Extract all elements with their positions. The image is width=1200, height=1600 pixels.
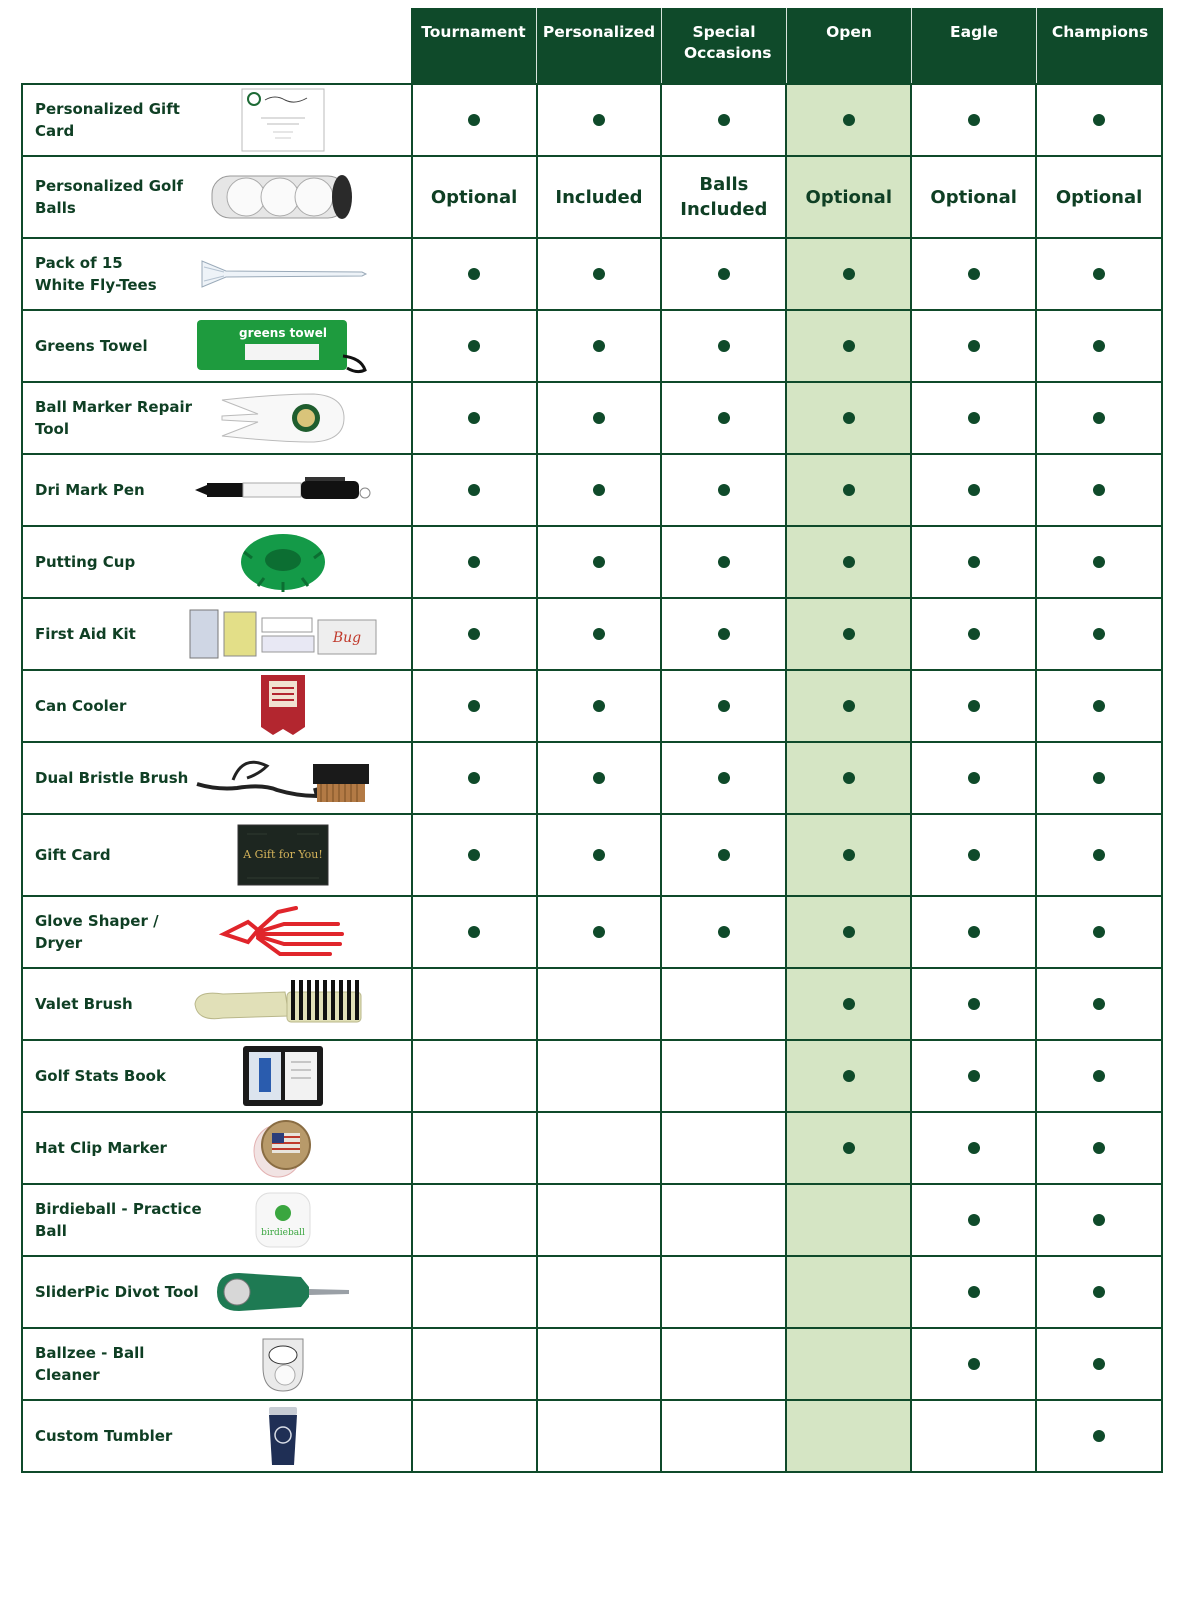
value-cell-eagle <box>912 239 1037 309</box>
value-cell-eagle <box>912 1257 1037 1327</box>
value-cell-personalized <box>538 383 663 453</box>
value-cell-eagle <box>912 383 1037 453</box>
included-dot <box>1093 484 1105 496</box>
value-cell-eagle <box>912 815 1037 895</box>
item-label: Hat Clip Marker <box>35 1139 167 1157</box>
item-cell <box>23 311 413 381</box>
included-dot <box>968 1214 980 1226</box>
value-cell-champions <box>1037 599 1163 669</box>
value-cell-personalized <box>538 1041 663 1111</box>
included-dot <box>1093 556 1105 568</box>
item-label: Can Cooler <box>35 697 127 715</box>
included-dot <box>468 340 480 352</box>
value-text: Optional <box>805 186 892 208</box>
included-dot <box>968 1358 980 1370</box>
value-cell-eagle <box>912 85 1037 155</box>
item-cell <box>23 1113 413 1183</box>
golf-tee-icon <box>163 243 403 305</box>
value-cell-eagle <box>912 455 1037 525</box>
included-dot <box>593 556 605 568</box>
included-dot <box>718 268 730 280</box>
value-text: Balls Included <box>680 174 768 220</box>
pen-icon <box>163 459 403 521</box>
table-row <box>23 599 1163 671</box>
value-cell-tournament <box>413 1041 538 1111</box>
included-dot <box>1093 1286 1105 1298</box>
value-cell-special-occasions <box>662 599 787 669</box>
comparison-table <box>21 83 1163 1473</box>
value-cell-champions <box>1037 1185 1163 1255</box>
value-cell-personalized <box>538 815 663 895</box>
included-dot <box>968 849 980 861</box>
included-dot <box>968 1142 980 1154</box>
table-row <box>23 311 1163 383</box>
included-dot <box>718 772 730 784</box>
value-cell-tournament <box>413 1329 538 1399</box>
column-header-tournament: Tournament <box>421 23 526 41</box>
item-cell <box>23 1329 413 1399</box>
item-cell <box>23 1257 413 1327</box>
value-cell-eagle <box>912 1401 1037 1471</box>
value-cell-champions <box>1037 455 1163 525</box>
stats-book-icon <box>163 1045 403 1107</box>
table-row <box>23 527 1163 599</box>
value-cell-champions <box>1037 383 1163 453</box>
item-cell <box>23 85 413 155</box>
value-cell-special-occasions <box>662 671 787 741</box>
value-cell-champions <box>1037 897 1163 967</box>
value-cell-open <box>787 311 912 381</box>
value-cell-tournament <box>413 527 538 597</box>
included-dot <box>468 484 480 496</box>
included-dot <box>468 556 480 568</box>
item-label: Gift Card <box>35 846 111 864</box>
included-dot <box>843 340 855 352</box>
value-cell-special-occasions <box>662 527 787 597</box>
value-cell-personalized <box>538 239 663 309</box>
included-dot <box>1093 998 1105 1010</box>
item-label: Putting Cup <box>35 553 136 571</box>
can-cooler-icon <box>163 675 403 737</box>
item-cell <box>23 743 413 813</box>
value-cell-champions <box>1037 1041 1163 1111</box>
table-row <box>23 383 1163 455</box>
included-dot <box>968 340 980 352</box>
included-dot <box>1093 628 1105 640</box>
included-dot <box>468 700 480 712</box>
included-dot <box>468 772 480 784</box>
hat-clip-marker-icon <box>163 1117 403 1179</box>
table-row <box>23 157 1163 239</box>
value-cell-personalized <box>538 1185 663 1255</box>
value-cell-open <box>787 1329 912 1399</box>
value-cell-champions <box>1037 157 1163 237</box>
value-cell-personalized <box>538 1329 663 1399</box>
first-aid-kit-icon <box>163 603 403 665</box>
item-label: Personalized Gift Card <box>35 100 180 140</box>
included-dot <box>593 340 605 352</box>
included-dot <box>593 484 605 496</box>
included-dot <box>718 700 730 712</box>
included-dot <box>1093 268 1105 280</box>
value-cell-open <box>787 455 912 525</box>
item-label: SliderPic Divot Tool <box>35 1283 199 1301</box>
value-cell-open <box>787 85 912 155</box>
value-cell-special-occasions <box>662 239 787 309</box>
value-cell-special-occasions <box>662 969 787 1039</box>
value-cell-open <box>787 671 912 741</box>
item-cell <box>23 239 413 309</box>
value-cell-champions <box>1037 1257 1163 1327</box>
item-label: Greens Towel <box>35 337 148 355</box>
tumbler-icon <box>163 1405 403 1467</box>
table-row <box>23 815 1163 897</box>
column-header-open: Open <box>786 8 911 83</box>
value-cell-champions <box>1037 239 1163 309</box>
item-label: Ballzee - Ball Cleaner <box>35 1344 145 1384</box>
item-label: Custom Tumbler <box>35 1427 173 1445</box>
value-cell-champions <box>1037 311 1163 381</box>
value-cell-eagle <box>912 897 1037 967</box>
value-cell-champions <box>1037 85 1163 155</box>
included-dot <box>468 926 480 938</box>
item-label: First Aid Kit <box>35 625 136 643</box>
value-cell-personalized <box>538 1257 663 1327</box>
table-row <box>23 1401 1163 1473</box>
value-cell-open <box>787 897 912 967</box>
included-dot <box>968 1286 980 1298</box>
golf-ball-tube-icon <box>163 161 403 233</box>
item-label: Valet Brush <box>35 995 133 1013</box>
value-cell-special-occasions <box>662 1113 787 1183</box>
value-cell-special-occasions <box>662 1257 787 1327</box>
table-row <box>23 743 1163 815</box>
item-label: Pack of 15 White Fly-Tees <box>35 254 157 294</box>
slider-divot-tool-icon <box>163 1261 403 1323</box>
included-dot <box>718 114 730 126</box>
table-row <box>23 1041 1163 1113</box>
value-text: Optional <box>430 186 518 208</box>
value-cell-open <box>787 1401 912 1471</box>
value-cell-special-occasions <box>662 383 787 453</box>
item-cell <box>23 1401 413 1471</box>
svg-text:birdieball: birdieball <box>261 1228 305 1238</box>
value-cell-eagle <box>912 599 1037 669</box>
item-label: Personalized Golf Balls <box>35 177 184 217</box>
value-cell-open <box>787 815 912 895</box>
included-dot <box>843 700 855 712</box>
item-cell <box>23 671 413 741</box>
value-cell-personalized <box>538 1113 663 1183</box>
column-header-eagle: Eagle <box>911 8 1036 83</box>
value-cell-personalized <box>538 157 663 237</box>
included-dot <box>968 998 980 1010</box>
value-cell-open <box>787 1257 912 1327</box>
value-cell-special-occasions <box>662 85 787 155</box>
included-dot <box>468 628 480 640</box>
table-row <box>23 1329 1163 1401</box>
value-cell-eagle <box>912 743 1037 813</box>
table-row <box>23 239 1163 311</box>
value-cell-personalized <box>538 743 663 813</box>
included-dot <box>593 628 605 640</box>
included-dot <box>843 268 855 280</box>
value-cell-tournament <box>413 1113 538 1183</box>
item-cell <box>23 383 413 453</box>
included-dot <box>843 926 855 938</box>
included-dot <box>968 484 980 496</box>
column-header-row <box>411 8 1163 83</box>
glove-shaper-icon <box>163 901 403 963</box>
item-cell <box>23 1041 413 1111</box>
value-cell-open <box>787 383 912 453</box>
value-cell-tournament <box>413 455 538 525</box>
value-cell-open <box>787 743 912 813</box>
value-cell-personalized <box>538 85 663 155</box>
table-row <box>23 1113 1163 1185</box>
gift-card-icon <box>163 819 403 891</box>
value-cell-eagle <box>912 969 1037 1039</box>
value-cell-special-occasions <box>662 1041 787 1111</box>
value-cell-champions <box>1037 815 1163 895</box>
included-dot <box>968 114 980 126</box>
column-header-personalized: Personalized <box>536 8 661 83</box>
column-header-champions: Champions <box>1036 8 1163 83</box>
value-cell-open <box>787 969 912 1039</box>
value-cell-tournament <box>413 1401 538 1471</box>
included-dot <box>1093 1070 1105 1082</box>
item-label: Golf Stats Book <box>35 1067 166 1085</box>
item-cell <box>23 815 413 895</box>
table-row <box>23 85 1163 157</box>
value-cell-tournament <box>413 157 538 237</box>
value-cell-special-occasions <box>662 897 787 967</box>
value-text: Optional <box>1055 186 1143 208</box>
included-dot <box>468 849 480 861</box>
included-dot <box>843 412 855 424</box>
value-cell-eagle <box>912 157 1037 237</box>
value-cell-champions <box>1037 969 1163 1039</box>
included-dot <box>968 926 980 938</box>
item-cell <box>23 455 413 525</box>
value-cell-tournament <box>413 599 538 669</box>
value-cell-eagle <box>912 1041 1037 1111</box>
included-dot <box>968 1070 980 1082</box>
value-cell-eagle <box>912 1329 1037 1399</box>
value-cell-tournament <box>413 239 538 309</box>
ball-cleaner-icon <box>163 1333 403 1395</box>
value-cell-personalized <box>538 671 663 741</box>
included-dot <box>718 926 730 938</box>
value-cell-open <box>787 1185 912 1255</box>
value-cell-tournament <box>413 671 538 741</box>
value-cell-special-occasions <box>662 815 787 895</box>
valet-brush-icon <box>163 973 403 1035</box>
included-dot <box>718 849 730 861</box>
value-cell-personalized <box>538 599 663 669</box>
value-cell-special-occasions <box>662 1329 787 1399</box>
included-dot <box>843 1070 855 1082</box>
value-cell-eagle <box>912 671 1037 741</box>
value-cell-champions <box>1037 743 1163 813</box>
included-dot <box>1093 114 1105 126</box>
value-cell-eagle <box>912 1185 1037 1255</box>
practice-ball-icon <box>163 1189 403 1251</box>
included-dot <box>593 849 605 861</box>
included-dot <box>468 114 480 126</box>
included-dot <box>593 926 605 938</box>
value-cell-open <box>787 1041 912 1111</box>
bristle-brush-icon <box>163 747 403 809</box>
included-dot <box>468 412 480 424</box>
included-dot <box>968 268 980 280</box>
value-cell-open <box>787 239 912 309</box>
value-cell-personalized <box>538 311 663 381</box>
included-dot <box>843 484 855 496</box>
value-cell-champions <box>1037 1329 1163 1399</box>
towel-icon <box>163 315 403 377</box>
table-row <box>23 671 1163 743</box>
included-dot <box>593 772 605 784</box>
svg-text:A Gift for You!: A Gift for You! <box>243 848 323 861</box>
included-dot <box>843 628 855 640</box>
value-cell-tournament <box>413 969 538 1039</box>
table-row <box>23 455 1163 527</box>
included-dot <box>1093 1214 1105 1226</box>
included-dot <box>968 556 980 568</box>
putting-cup-icon <box>163 531 403 593</box>
included-dot <box>1093 772 1105 784</box>
value-cell-special-occasions <box>662 157 787 237</box>
value-cell-personalized <box>538 455 663 525</box>
included-dot <box>843 998 855 1010</box>
item-cell <box>23 1185 413 1255</box>
value-cell-champions <box>1037 1401 1163 1471</box>
value-cell-eagle <box>912 311 1037 381</box>
included-dot <box>1093 700 1105 712</box>
column-header-special-occasions: Special Occasions <box>661 8 786 83</box>
item-label: Dual Bristle Brush <box>35 769 189 787</box>
value-cell-tournament <box>413 1185 538 1255</box>
divot-tool-icon <box>163 387 403 449</box>
item-cell <box>23 897 413 967</box>
included-dot <box>1093 1358 1105 1370</box>
included-dot <box>468 268 480 280</box>
included-dot <box>1093 1142 1105 1154</box>
value-cell-champions <box>1037 527 1163 597</box>
included-dot <box>968 412 980 424</box>
included-dot <box>593 114 605 126</box>
value-cell-special-occasions <box>662 1401 787 1471</box>
item-cell <box>23 969 413 1039</box>
gift-card-message-icon <box>163 89 403 151</box>
included-dot <box>843 1142 855 1154</box>
table-row <box>23 1257 1163 1329</box>
table-row <box>23 969 1163 1041</box>
item-label: Ball Marker Repair Tool <box>35 398 192 438</box>
value-cell-tournament <box>413 311 538 381</box>
value-cell-special-occasions <box>662 311 787 381</box>
table-row <box>23 1185 1163 1257</box>
item-label: Birdieball - Practice Ball <box>35 1200 202 1240</box>
value-cell-champions <box>1037 671 1163 741</box>
value-text: Optional <box>930 186 1017 208</box>
included-dot <box>843 556 855 568</box>
svg-text:greens towel: greens towel <box>239 326 327 340</box>
value-cell-open <box>787 599 912 669</box>
value-cell-tournament <box>413 897 538 967</box>
value-cell-personalized <box>538 897 663 967</box>
value-cell-personalized <box>538 527 663 597</box>
included-dot <box>718 412 730 424</box>
value-text: Included <box>555 186 643 208</box>
value-cell-eagle <box>912 1113 1037 1183</box>
value-cell-tournament <box>413 1257 538 1327</box>
value-cell-tournament <box>413 815 538 895</box>
value-cell-special-occasions <box>662 743 787 813</box>
included-dot <box>1093 926 1105 938</box>
value-cell-tournament <box>413 383 538 453</box>
value-cell-special-occasions <box>662 1185 787 1255</box>
included-dot <box>968 628 980 640</box>
table-row <box>23 897 1163 969</box>
included-dot <box>843 772 855 784</box>
included-dot <box>718 340 730 352</box>
included-dot <box>1093 412 1105 424</box>
value-cell-tournament <box>413 743 538 813</box>
included-dot <box>718 556 730 568</box>
included-dot <box>1093 340 1105 352</box>
included-dot <box>968 772 980 784</box>
value-cell-open <box>787 527 912 597</box>
included-dot <box>718 628 730 640</box>
value-cell-tournament <box>413 85 538 155</box>
item-cell <box>23 157 413 237</box>
value-cell-personalized <box>538 969 663 1039</box>
value-cell-open <box>787 1113 912 1183</box>
svg-text:Bug: Bug <box>332 630 362 646</box>
included-dot <box>593 412 605 424</box>
value-cell-champions <box>1037 1113 1163 1183</box>
included-dot <box>1093 1430 1105 1442</box>
value-cell-eagle <box>912 527 1037 597</box>
included-dot <box>718 484 730 496</box>
item-cell <box>23 599 413 669</box>
item-label: Dri Mark Pen <box>35 481 145 499</box>
included-dot <box>843 114 855 126</box>
item-cell <box>23 527 413 597</box>
value-cell-special-occasions <box>662 455 787 525</box>
included-dot <box>1093 849 1105 861</box>
included-dot <box>968 700 980 712</box>
value-cell-open <box>787 157 912 237</box>
included-dot <box>593 268 605 280</box>
included-dot <box>843 849 855 861</box>
item-label: Glove Shaper / Dryer <box>35 912 159 952</box>
value-cell-personalized <box>538 1401 663 1471</box>
included-dot <box>593 700 605 712</box>
